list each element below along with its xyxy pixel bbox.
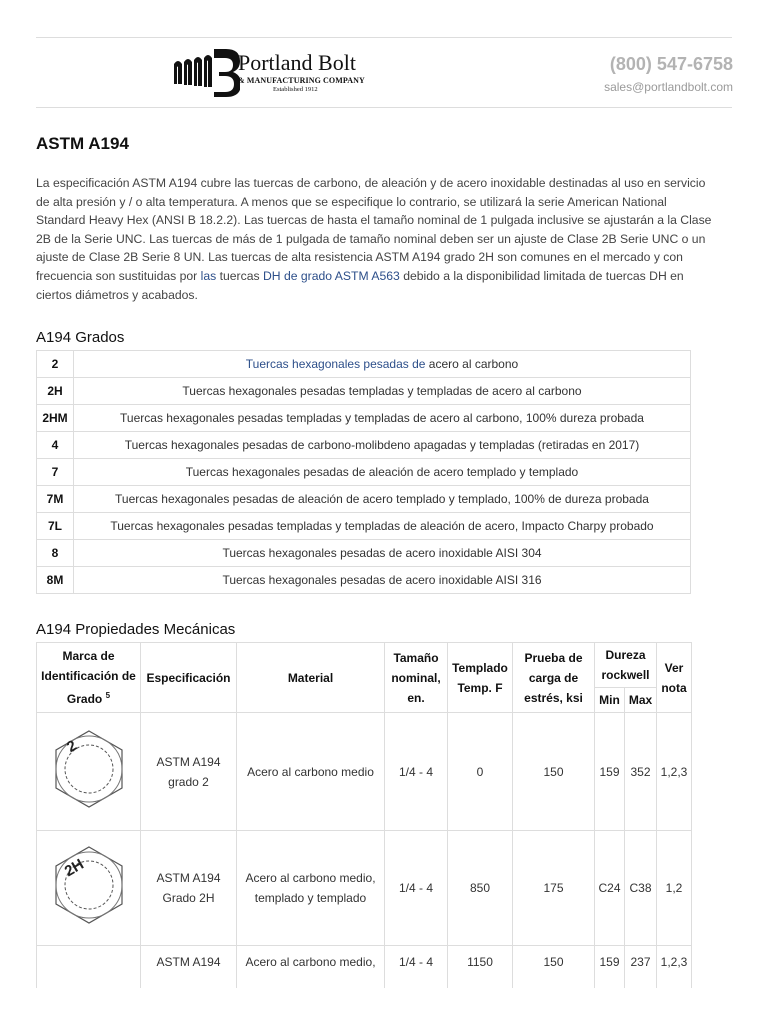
size-cell: 1/4 - 4 <box>385 946 448 993</box>
grade-description-text: Tuercas hexagonales pesadas de aleación de acero templado y templado <box>185 465 579 479</box>
logo-name: Portland Bolt <box>238 50 356 75</box>
col-header-hardness: Dureza rockwell <box>595 643 657 688</box>
grade-description <box>74 432 691 459</box>
top-divider <box>36 37 732 38</box>
min-cell: 159 <box>595 713 625 831</box>
grade-description <box>74 378 691 405</box>
page-title: ASTM A194 <box>36 134 129 153</box>
grade-description <box>74 351 691 378</box>
spec-cell: ASTM A194 Grado 2H <box>141 831 237 946</box>
grade-description-text: Tuercas hexagonales pesadas templadas y templadas de acero al carbono <box>182 384 582 398</box>
grade-link[interactable]: Tuercas hexagonales pesadas de <box>245 357 426 371</box>
grade-mark-cell <box>37 713 141 831</box>
grade-description-text: Tuercas hexagonales pesadas de aleación de acero templado y templado, 100% de dureza probada <box>115 492 649 506</box>
grade-description <box>74 513 691 540</box>
col-header-mark <box>37 643 141 713</box>
grade-code: 4 <box>37 432 74 459</box>
logo-subtitle: & MANUFACTURING COMPANY <box>238 76 365 85</box>
grade-row <box>37 351 691 378</box>
grade-mark-cell <box>37 946 141 993</box>
mech-heading: A194 Propiedades Mecánicas <box>36 621 236 638</box>
max-cell: C38 <box>625 831 657 946</box>
material-cell: Acero al carbono medio, templado y templado <box>237 831 385 946</box>
hex-nut-grade-2h-icon <box>47 843 131 927</box>
col-header-material: Material <box>237 643 385 713</box>
max-cell: 352 <box>625 713 657 831</box>
temper-cell: 850 <box>448 831 513 946</box>
intro-paragraph <box>36 174 716 304</box>
grade-description <box>74 567 691 594</box>
grades-table <box>36 350 691 594</box>
grade-row <box>37 567 691 594</box>
grade-mark-cell <box>37 831 141 946</box>
grades-heading: A194 Grados <box>36 329 125 346</box>
grade-row <box>37 378 691 405</box>
col-header-temper: Templado Temp. F <box>448 643 513 713</box>
intro-text: La especificación ASTM A194 cubre las tuercas de carbono, de aleación y de acero inoxidable destinadas al uso en servicio de alta presión y / o alta temperatura. A menos que se especifique lo contrario, se utilizará la serie American National Standard Heavy Hex (ANSI B 18.2.2). Las tuercas de hasta el tamaño nominal de 1 pulgada inclusive se ajustarán a la Clase 2B de la Serie UNC. Las tuercas de más de 1 pulgada de tamaño nominal deben ser un ajuste de Clase 2B Serie UNC o un ajuste de Clase 2B Serie 8 UN. Las tuercas de alta resistencia ASTM A194 grado 2H son comunes en el mercado y con frecuencia son sustituidas por <box>36 176 712 283</box>
grade-code: 7M <box>37 486 74 513</box>
col-header-max: Max <box>625 688 657 713</box>
note-cell: 1,2,3 <box>657 713 692 831</box>
spec-cell: ASTM A194 grado 2 <box>141 713 237 831</box>
footnote-ref: 5 <box>105 691 111 700</box>
table-row <box>37 831 692 946</box>
mechanical-properties-table <box>36 642 692 993</box>
table-row <box>37 946 692 993</box>
grade-code: 8M <box>37 567 74 594</box>
grade-row <box>37 486 691 513</box>
grade-description-text: Tuercas hexagonales pesadas de acero inoxidable AISI 304 <box>222 546 542 560</box>
grade-description <box>74 459 691 486</box>
logo[interactable] <box>170 46 410 100</box>
phone-link[interactable]: (800) 547-6758 <box>609 54 733 74</box>
grade-code: 7L <box>37 513 74 540</box>
grade-row <box>37 513 691 540</box>
grade-description <box>74 486 691 513</box>
temper-cell: 0 <box>448 713 513 831</box>
col-header-mark-label: Marca de Identificación de Grado <box>41 649 136 706</box>
col-header-min: Min <box>595 688 625 713</box>
grade-description-text: Tuercas hexagonales pesadas de carbono-molibdeno apagadas y templadas (retiradas en 2017) <box>124 438 640 452</box>
intro-link-las[interactable]: las <box>200 268 217 283</box>
logo-established: Established 1912 <box>273 86 318 93</box>
grade-code: 2 <box>37 351 74 378</box>
grade-code: 7 <box>37 459 74 486</box>
hex-nut-grade-2-icon <box>47 727 131 811</box>
grade-description-text: Tuercas hexagonales pesadas templadas y templadas de aleación de acero, Impacto Charpy probado <box>110 519 654 533</box>
proof-cell: 150 <box>513 713 595 831</box>
grade-row <box>37 459 691 486</box>
proof-cell: 175 <box>513 831 595 946</box>
note-cell: 1,2,3 <box>657 946 692 993</box>
col-header-size: Tamaño nominal, en. <box>385 643 448 713</box>
grade-description-text: acero al carbono <box>425 357 519 371</box>
material-cell: Acero al carbono medio, <box>237 946 385 993</box>
grade-row <box>37 432 691 459</box>
bolt-logo-icon <box>170 46 240 100</box>
spec-cell: ASTM A194 <box>141 946 237 993</box>
grade-row <box>37 405 691 432</box>
temper-cell: 1150 <box>448 946 513 993</box>
page-bottom-edge <box>0 988 768 1024</box>
grade-code: 8 <box>37 540 74 567</box>
grade-code: 2HM <box>37 405 74 432</box>
note-cell: 1,2 <box>657 831 692 946</box>
intro-text: tuercas <box>216 268 263 283</box>
grade-description <box>74 540 691 567</box>
min-cell: C24 <box>595 831 625 946</box>
col-header-note: Ver nota <box>657 643 692 713</box>
col-header-spec: Especificación <box>141 643 237 713</box>
grade-description-text: Tuercas hexagonales pesadas templadas y templadas de acero al carbono, 100% dureza probada <box>120 411 644 425</box>
proof-cell: 150 <box>513 946 595 993</box>
material-cell: Acero al carbono medio <box>237 713 385 831</box>
email-link[interactable]: sales@portlandbolt.com <box>604 80 733 94</box>
grade-description-text: Tuercas hexagonales pesadas de acero inoxidable AISI 316 <box>222 573 542 587</box>
table-row <box>37 713 692 831</box>
grade-description <box>74 405 691 432</box>
intro-text: debido a la disponibilidad limitada de tuercas DH en ciertos diámetros y acabados. <box>36 268 684 302</box>
intro-link-a563[interactable]: DH de grado ASTM A563 <box>262 268 400 283</box>
size-cell: 1/4 - 4 <box>385 713 448 831</box>
col-header-proof: Prueba de carga de estrés, ksi <box>513 643 595 713</box>
max-cell: 237 <box>625 946 657 993</box>
grade-mark-text: 2H <box>61 855 87 881</box>
grade-mark-text: 2 <box>63 736 80 756</box>
grade-row <box>37 540 691 567</box>
grade-code: 2H <box>37 378 74 405</box>
header-divider <box>36 107 732 108</box>
min-cell: 159 <box>595 946 625 993</box>
size-cell: 1/4 - 4 <box>385 831 448 946</box>
